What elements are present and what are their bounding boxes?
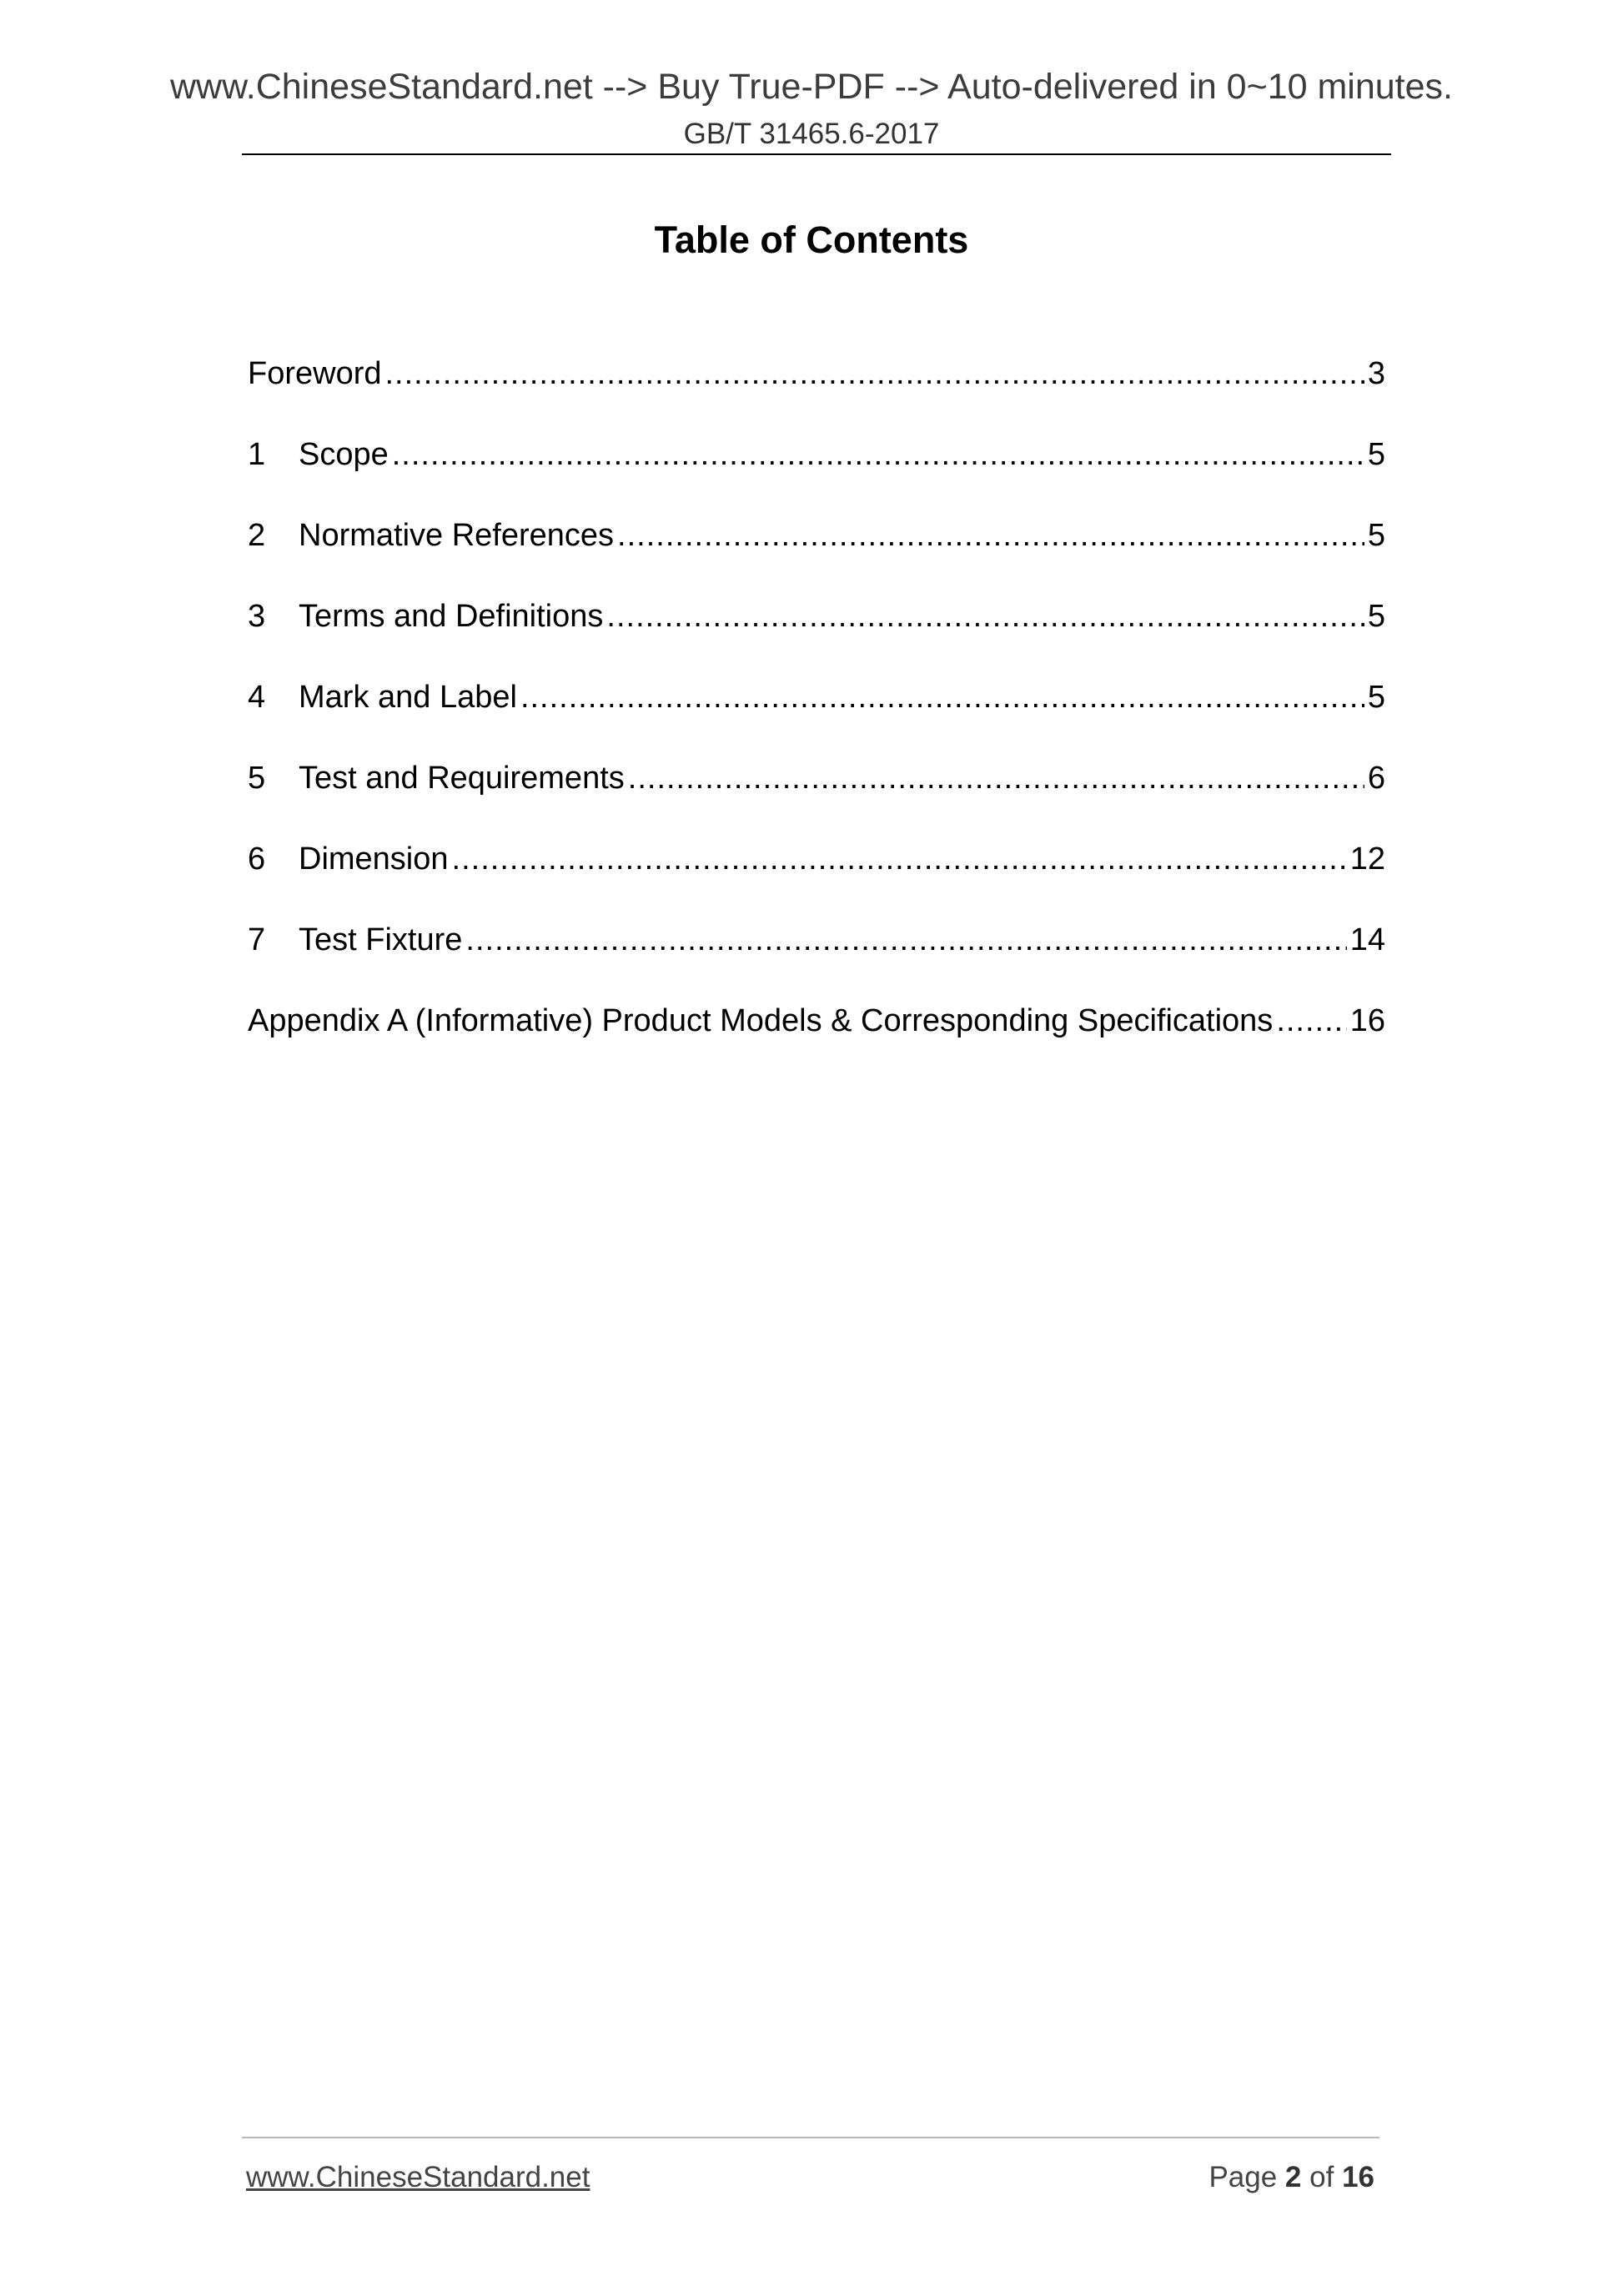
toc-entry-page: 5 [1367, 518, 1385, 553]
toc-entry-test-fixture[interactable] [248, 917, 1385, 997]
toc-entry-number: 3 [248, 599, 266, 634]
page-label: Page [1208, 2161, 1278, 2193]
toc-dot-leader [520, 674, 1364, 721]
toc-entry-label: Test and Requirements [299, 761, 625, 796]
toc-entry-test-and-requirements[interactable] [248, 755, 1385, 836]
footer-site-link[interactable]: www.ChineseStandard.net [246, 2161, 590, 2193]
toc-entry-number: 4 [248, 680, 266, 715]
toc-entry-label: Test Fixture [299, 922, 463, 957]
toc-entry-page: 14 [1349, 922, 1385, 957]
toc-entry-label: Appendix A (Informative) Product Models & Corresponding Specifications [248, 1003, 1274, 1038]
total-pages: 16 [1342, 2161, 1374, 2193]
toc-dot-leader [1276, 997, 1346, 1044]
toc-entry-appendix-a[interactable] [248, 997, 1385, 1078]
page-of-label: of [1309, 2161, 1334, 2193]
document-code: GB/T 31465.6-2017 [683, 118, 940, 150]
toc-entry-normative-references[interactable] [248, 512, 1385, 593]
toc-entry-page: 6 [1367, 761, 1385, 796]
toc-dot-leader [628, 755, 1364, 801]
toc-entry-page: 5 [1367, 680, 1385, 715]
toc-entry-label: Terms and Definitions [299, 599, 604, 634]
page-title: Table of Contents [654, 219, 969, 261]
toc-entry-mark-and-label[interactable] [248, 674, 1385, 755]
toc-entry-label: Mark and Label [299, 680, 517, 715]
toc-entry-number: 6 [248, 842, 266, 877]
toc-entry-scope[interactable] [248, 431, 1385, 512]
toc-dot-leader [617, 512, 1364, 559]
toc-entry-dimension[interactable] [248, 836, 1385, 917]
toc-entry-page: 12 [1349, 842, 1385, 877]
toc-entry-terms-and-definitions[interactable] [248, 593, 1385, 674]
toc-dot-leader [606, 593, 1364, 640]
toc-entry-page: 3 [1367, 356, 1385, 391]
toc-entry-page: 5 [1367, 599, 1385, 634]
current-page: 2 [1284, 2161, 1302, 2193]
toc-dot-leader [392, 431, 1364, 478]
footer-divider [242, 2137, 1379, 2138]
site-banner[interactable]: www.ChineseStandard.net --> Buy True-PDF --> Auto-delivered in 0~10 minutes. [169, 67, 1453, 107]
toc-entry-number: 1 [248, 437, 266, 472]
toc-entry-label: Normative References [299, 518, 615, 553]
toc-dot-leader [452, 836, 1347, 882]
toc-dot-leader [385, 350, 1364, 397]
toc-entry-number: 2 [248, 518, 266, 553]
toc-entry-page: 5 [1367, 437, 1385, 472]
toc-dot-leader [465, 917, 1346, 963]
toc-entry-label: Dimension [299, 842, 449, 877]
toc-entry-foreword[interactable] [248, 350, 1385, 431]
header-divider [242, 153, 1391, 155]
toc-entry-number: 5 [248, 761, 266, 796]
toc-entry-label: Scope [299, 437, 389, 472]
toc-entry-page: 16 [1349, 1003, 1385, 1038]
table-of-contents [248, 350, 1385, 1078]
page-number [1208, 2160, 1374, 2195]
toc-entry-number: 7 [248, 922, 266, 957]
toc-entry-label: Foreword [248, 356, 382, 391]
